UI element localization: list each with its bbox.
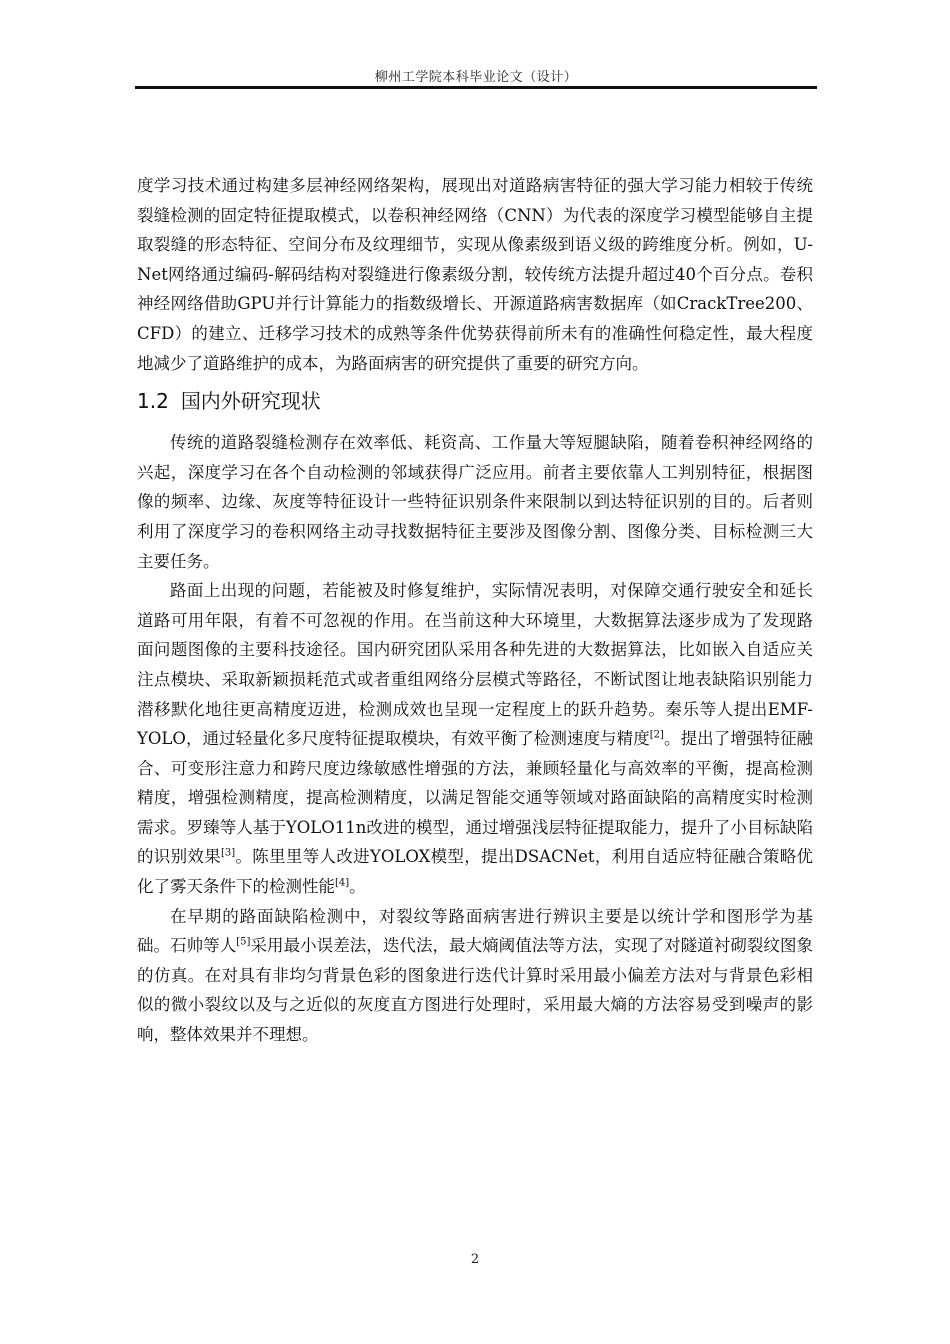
paragraph-text: 。: [349, 877, 366, 897]
paragraph-text: 路面上出现的问题，若能被及时修复维护，实际情况表明，对保障交通行驶安全和延长道路可用年限，有着不可忽视的作用。在当前这种大环境里，大数据算法逐步成为了发现路面问题图像的主要科技途径。国内研究团队采用各种先进的大数据算法，比如嵌入自适应关注点模块、采取新颖损耗范式或者重组网络分层模式等路径，不断试图让地表缺陷识别能力潜移默化地往更高精度迈进，检测成效也呈现一定程度上的跃升趋势。秦乐等人提出EMF-YOLO，通过轻量化多尺度特征提取模块，有效平衡了检测速度与精度: [137, 581, 813, 749]
paragraph-text: 。提出了增强特征融合、可变形注意力和跨尺度边缘敏感性增强的方法，兼顾轻量化与高效率的平衡，提高检测精度，增强检测精度，提高检测精度，以满足智能交通等领域对路面缺陷的高精度实时检测需求。罗臻等人基于YOLO11n改进的模型，通过增强浅层特征提取能力，提升了小目标缺陷的识别效果: [137, 729, 814, 867]
page-header: 柳州工学院本科毕业论文（设计）: [374, 70, 578, 85]
paragraph: 传统的道路裂缝检测存在效率低、耗资高、工作量大等短腿缺陷，随着卷积神经网络的兴起，深度学习在各个自动检测的邻域获得广泛应用。前者主要依靠人工判别特征，根据图像的频率、边缘、灰度等特征设计一些特征识别条件来限制以到达特征识别的目的。后者则利用了深度学习的卷积网络主动寻找数据特征主要涉及图像分割、图像分类、目标检测三大主要任务。: [137, 433, 813, 571]
header-rule: [135, 86, 817, 89]
body-content: [137, 171, 813, 1050]
citation-ref: [3]: [221, 847, 236, 859]
paragraph: [137, 902, 813, 1050]
citation-ref: [5]: [236, 936, 251, 948]
paragraph-text: 采用最小误差法，迭代法，最大熵阈值法等方法，实现了对隧道衬砌裂纹图象的仿真。在对具有非均匀背景色彩的图象进行迭代计算时采用最小偏差方法对与背景色彩相似的微小裂纹以及与之近似的灰度直方图进行处理时，采用最大熵的方法容易受到噪声的影响，整体效果并不理想。: [137, 936, 814, 1045]
paragraph-text: 。陈里里等人改进YOLOX模型，提出DSACNet，利用自适应特征融合策略优化了雾天条件下的检测性能: [137, 847, 813, 897]
citation-ref: [2]: [649, 729, 664, 741]
citation-ref: [4]: [335, 877, 350, 889]
section-title: 国内外研究现状: [180, 389, 321, 414]
paragraph-text: 在早期的路面缺陷检测中，对裂纹等路面病害进行辨识主要是以统计学和图形学为基础。石帅等人: [137, 906, 813, 956]
page-number: 2: [470, 1252, 480, 1267]
section-heading: [137, 386, 813, 416]
section-number: 1.2: [137, 389, 169, 414]
paragraph: [137, 576, 813, 902]
paragraph: 度学习技术通过构建多层神经网络架构，展现出对道路病害特征的强大学习能力相较于传统裂缝检测的固定特征提取模式，以卷积神经网络（CNN）为代表的深度学习模型能够自主提取裂缝的形态特征、空间分布及纹理细节，实现从像素级到语义级的跨维度分析。例如，U-Net网络通过编码-解码结构对裂缝进行像素级分割，较传统方法提升超过40个百分点。卷积神经网络借助GPU并行计算能力的指数级增长、开源道路病害数据库（如CrackTree200、CFD）的建立、迁移学习技术的成熟等条件优势获得前所未有的准确性何稳定性，最大程度地减少了道路维护的成本，为路面病害的研究提供了重要的研究方向。: [137, 176, 813, 373]
